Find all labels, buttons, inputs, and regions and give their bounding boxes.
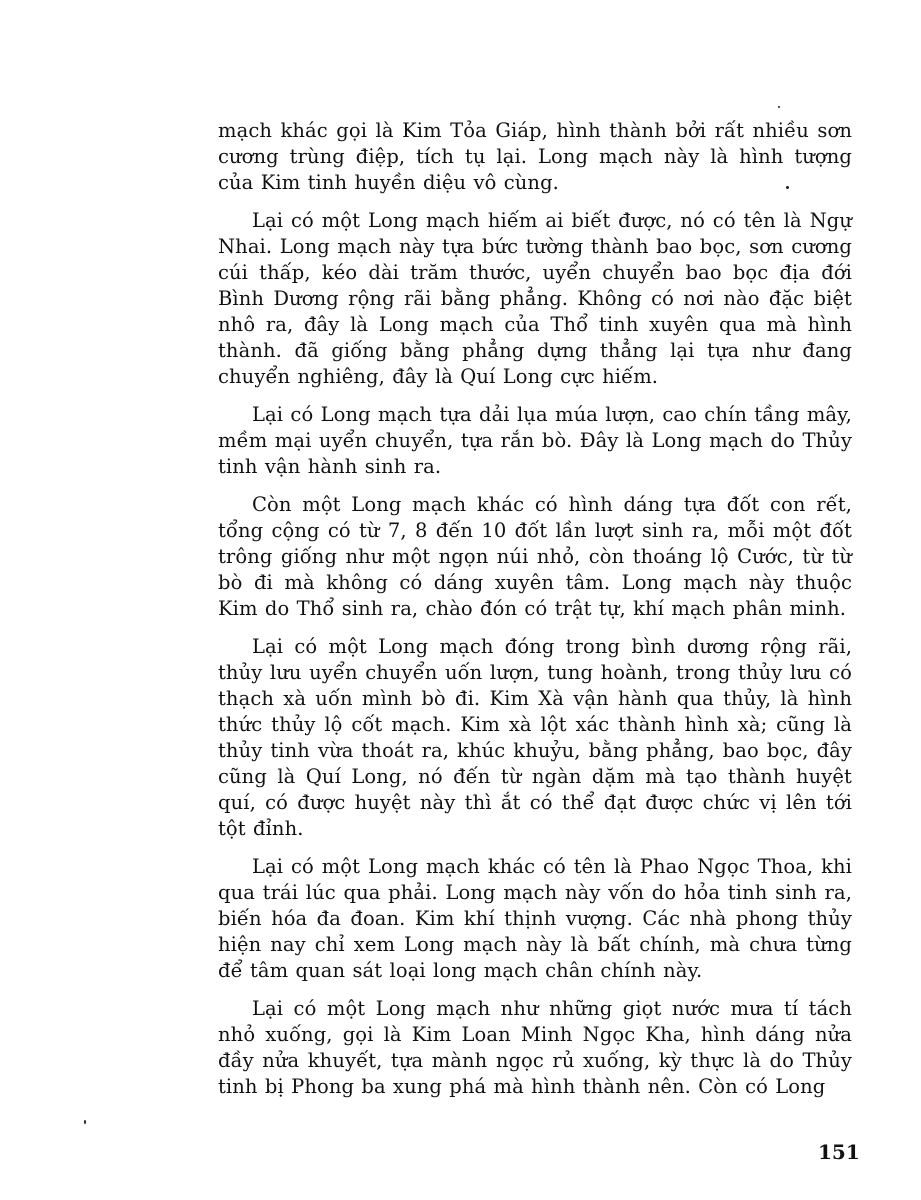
- paragraph-6: Lại có một Long mạch khác có tên là Phao Ngọc Thoa, khi qua trái lúc qua phải. Long mạch này vốn do hỏa tinh sinh ra, biến hóa đa đoan. Kim khí thịnh vượng. Các nhà phong thủy hiện nay chỉ xem Long mạch này là bất chính, mà chưa từng để tâm quan sát loại long mạch chân chính này.: [218, 855, 852, 982]
- paragraph-5: Lại có một Long mạch đóng trong bình dương rộng rãi, thủy lưu uyển chuyển uốn lượn, tung hoành, trong thủy lưu có thạch xà uốn mình bò đi. Kim Xà vận hành qua thủy, là hình thức thủy lộ cốt mạch. Kim xà lột xác thành hình xà; cũng là thủy tinh vừa thoát ra, khúc khuỷu, bằng phẳng, bao bọc, đây cũng là Quí Long, nó đến từ ngàn dặm mà tạo thành huyệt quí, có được huyệt này thì ắt có thể đạt được chức vị lên tới tột đỉnh.: [218, 635, 852, 840]
- paragraph-2: Lại có một Long mạch hiếm ai biết được, nó có tên là Ngự Nhai. Long mạch này tựa bức tường thành bao bọc, sơn cương cúi thấp, kéo dài trăm thước, uyển chuyển bao bọc địa đới Bình Dương rộng rãi bằng phẳng. Không có nơi nào đặc biệt nhô ra, đây là Long mạch của Thổ tinh xuyên qua mà hình thành. đã giống bằng phẳng dựng thẳng lại tựa như đang chuyển nghiêng, đây là Quí Long cực hiếm.: [218, 209, 852, 388]
- scan-speck: [778, 106, 780, 108]
- text-body: [218, 118, 852, 1112]
- paragraph-4: Còn một Long mạch khác có hình dáng tựa đốt con rết, tổng cộng có từ 7, 8 đến 10 đốt lần lượt sinh ra, mỗi một đốt trông giống như một ngọn núi nhỏ, còn thoáng lộ Cước, từ từ bò đi mà không có dáng xuyên tâm. Long mạch này thuộc Kim do Thổ sinh ra, chào đón có trật tự, khí mạch phân minh.: [218, 493, 852, 620]
- page-number: 151: [818, 1140, 860, 1164]
- paragraph-7: Lại có một Long mạch như những giọt nước mưa tí tách nhỏ xuống, gọi là Kim Loan Minh Ngọc Kha, hình dáng nửa đầy nửa khuyết, tựa mành ngọc rủ xuống, kỳ thực là do Thủy tinh bị Phong ba xung phá mà hình thành nên. Còn có Long: [218, 997, 852, 1098]
- paragraph-1: mạch khác gọi là Kim Tỏa Giáp, hình thành bởi rất nhiều sơn cương trùng điệp, tích tụ lại. Long mạch này là hình tượng của Kim tinh huyền diệu vô cùng.: [218, 119, 852, 194]
- paragraph-3: Lại có Long mạch tựa dải lụa múa lượn, cao chín tầng mây, mềm mại uyển chuyển, tựa rắn bò. Đây là Long mạch do Thủy tinh vận hành sinh ra.: [218, 403, 852, 478]
- scan-speck: [84, 1120, 86, 1124]
- scan-speck: [786, 186, 789, 189]
